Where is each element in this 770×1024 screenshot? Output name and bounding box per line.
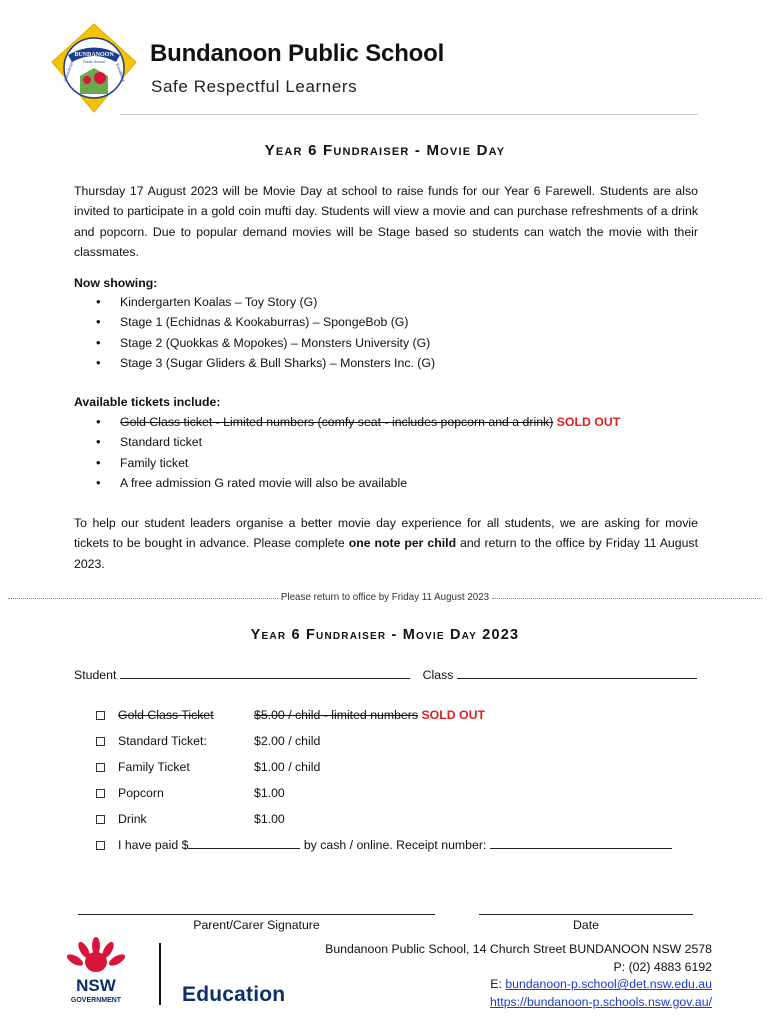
option-gold-class [96,705,485,725]
list-item: • Stage 3 (Sugar Gliders & Bull Sharks) – Monsters Inc. (G) [96,353,435,373]
tickets-list [96,412,620,494]
paid-middle: by cash / online. Receipt number: [300,838,490,852]
svg-text:Public School: Public School [83,60,105,64]
popcorn-checkbox[interactable] [96,789,105,798]
school-name: Bundanoon Public School [150,40,445,67]
dotted-line [8,598,278,599]
standard-ticket-checkbox[interactable] [96,737,105,746]
email-link[interactable]: bundanoon-p.school@det.nsw.edu.au [505,977,712,992]
option-standard-ticket [96,731,320,751]
payment-checkbox[interactable] [96,841,105,850]
list-item: • Family ticket [96,453,620,473]
paid-prefix: I have paid $ [118,838,189,852]
svg-text:GOVERNMENT: GOVERNMENT [70,997,122,1004]
signature-label: Parent/Carer Signature [193,918,320,932]
option-popcorn [96,783,285,803]
option-price: $1.00 [254,812,285,826]
option-price: $5.00 / child - limited numbers [254,708,419,722]
student-label: Student [74,668,117,682]
sold-out-badge: SOLD OUT [556,415,621,429]
student-name-field[interactable] [120,667,410,679]
class-label: Class [422,668,454,682]
email-prefix: E: [490,977,506,992]
form-title: Year 6 Fundraiser - Movie Day 2023 [250,627,520,643]
help-emphasis: one note per child [348,536,457,551]
notice-title: Year 6 Fundraiser - Movie Day [264,142,506,159]
svg-text:NSW: NSW [76,976,116,995]
option-price: $1.00 / child [254,760,321,774]
help-paragraph [74,513,698,574]
drink-checkbox[interactable] [96,815,105,824]
now-showing-heading: Now showing: [74,276,158,290]
gold-class-checkbox[interactable] [96,711,105,720]
help-text-end: and return to the office by Friday 11 August 2023. [74,536,699,571]
amount-field[interactable] [188,837,300,849]
list-item: • Standard ticket [96,432,620,452]
website-row [325,994,712,1012]
list-item: • A free admission G rated movie will also be available [96,473,620,493]
gold-ticket-text: Gold Class ticket - Limited numbers (comfy seat - includes popcorn and a drink) [120,415,554,429]
intro-paragraph: Thursday 17 August 2023 will be Movie Day at school to raise funds for our Year 6 Farewell. Students are also invited to participate in a gold coin mufti day. Students will view a movie and can purchase refreshments of a drink and popcorn. Due to popular demand movies will be Stage based so students can watch the movie with their classmates. [74,184,698,260]
date-label: Date [573,918,599,932]
option-family-ticket [96,757,320,777]
list-item-gold-ticket [96,412,620,432]
school-address: Bundanoon Public School, 14 Church Street BUNDANOON NSW 2578 [325,942,712,956]
option-drink [96,809,285,829]
option-payment [96,835,672,855]
signature-line[interactable] [78,914,435,915]
option-label: Drink [118,812,147,826]
option-label: Popcorn [118,786,164,800]
receipt-number-field[interactable] [490,837,672,849]
school-phone: P: (02) 4883 6192 [613,959,712,974]
cut-line [8,592,762,603]
family-ticket-checkbox[interactable] [96,763,105,772]
option-price: $2.00 / child [254,734,321,748]
class-field[interactable] [457,667,697,679]
list-item: • Stage 1 (Echidnas & Kookaburras) – SpongeBob (G) [96,312,435,332]
option-label: Family Ticket [118,760,190,774]
option-price: $1.00 [254,786,285,800]
contact-block [325,941,712,1011]
website-link[interactable]: https://bundanoon-p.schools.nsw.gov.au/ [490,994,712,1009]
list-item: • Kindergarten Koalas – Toy Story (G) [96,292,435,312]
school-motto: Safe Respectful Learners [151,77,358,96]
sold-out-badge: SOLD OUT [421,708,486,722]
school-crest-logo [50,22,138,114]
svg-text:Commitment: Commitment [62,59,75,83]
date-line[interactable] [479,914,693,915]
tickets-heading: Available tickets include: [74,395,221,409]
education-wordmark: Education [182,983,286,1006]
help-text: To help our student leaders organise a better movie day experience for all students, we are asking for movie tickets to be bought in advance. Please complete [74,516,698,551]
school-email-row [325,976,712,994]
now-showing-list [96,292,435,374]
svg-text:Excellence: Excellence [115,62,127,83]
option-label: Gold Class Ticket [118,708,214,722]
return-note: Please return to office by Friday 11 August 2023 [280,592,490,603]
option-label: Standard Ticket: [118,734,207,748]
header-divider [120,114,698,115]
svg-text:BUNDANOON: BUNDANOON [74,52,114,58]
dotted-line [492,598,762,599]
student-class-row [74,667,697,682]
footer-divider [159,943,161,1005]
nsw-waratah-icon [55,936,137,1006]
list-item: • Stage 2 (Quokkas & Mopokes) – Monsters University (G) [96,333,435,353]
